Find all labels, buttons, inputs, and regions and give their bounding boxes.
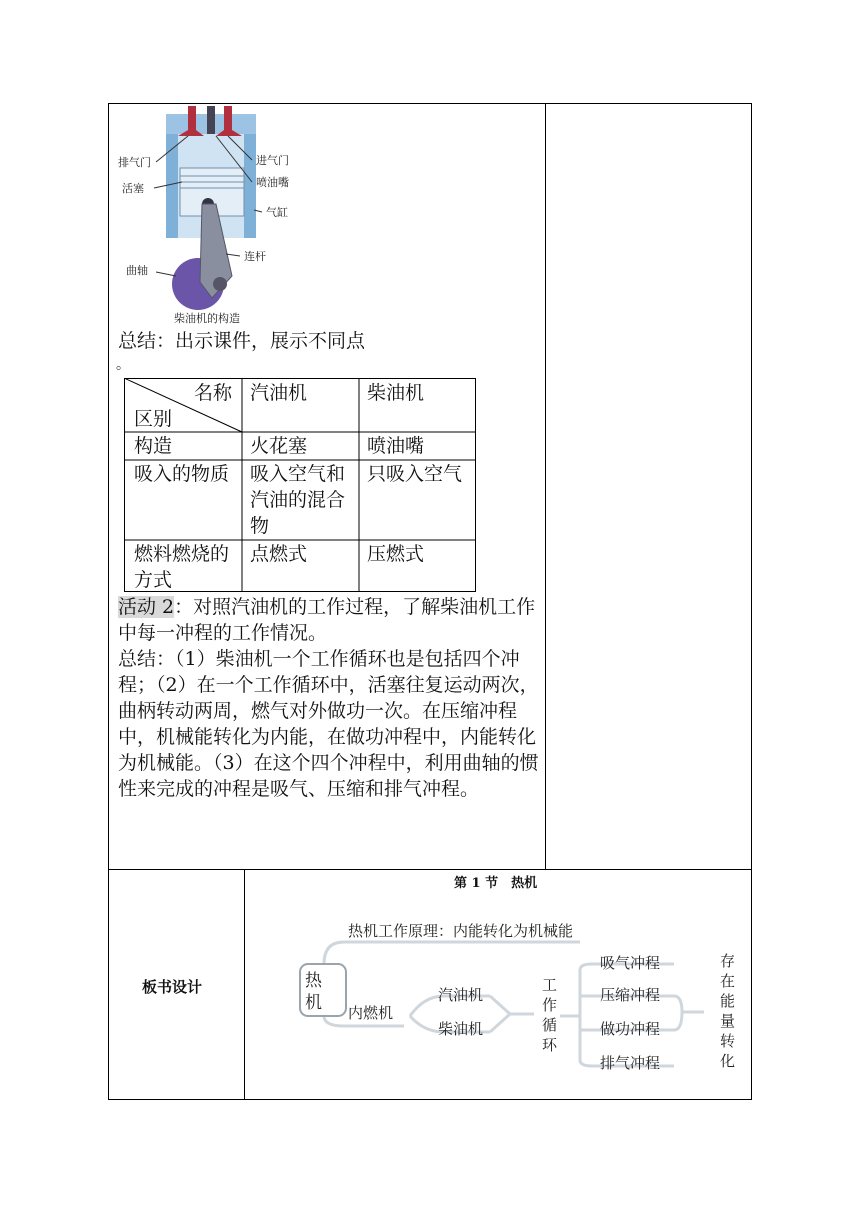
cell-combustion-diesel: 压燃式 xyxy=(367,543,425,565)
header-name: 名称 xyxy=(194,382,233,404)
row-label-combustion: 燃料燃烧的方式 xyxy=(134,543,230,591)
activity-2-paragraph xyxy=(118,594,544,646)
mindmap-stroke-intake: 吸气冲程 xyxy=(600,954,661,972)
row-divider xyxy=(108,869,752,870)
stray-period: 。 xyxy=(116,357,130,373)
svg-text:环: 环 xyxy=(542,1036,558,1054)
cell-intake-diesel: 只吸入空气 xyxy=(367,463,463,485)
comparison-table xyxy=(124,378,476,592)
bottom-column-divider xyxy=(244,869,245,1100)
cell-intake-gasoline: 吸入空气和汽油的混合物 xyxy=(250,463,346,537)
cell-structure-gasoline: 火花塞 xyxy=(250,435,308,457)
diesel-engine-diagram xyxy=(116,106,312,328)
board-design-label: 板书设计 xyxy=(142,978,203,996)
svg-text:转: 转 xyxy=(720,1032,736,1050)
mindmap-root-line2: 机 xyxy=(305,993,322,1013)
summary-paragraph: 总结：（1）柴油机一个工作循环也是包括四个冲程；（2）在一个工作循环中，活塞往复运动两次，曲柄转动两周，燃气对外做功一次。在压缩冲程中，机械能转化为内能，在做功冲程中，内能转化为机械能。（3）在这个四个冲程中，利用曲轴的惯性来完成的冲程是吸气、压缩和排气冲程。 xyxy=(118,648,539,800)
label-crankshaft: 曲轴 xyxy=(126,264,148,277)
svg-text:循: 循 xyxy=(542,1016,558,1034)
label-connecting-rod: 连杆 xyxy=(244,250,266,263)
mindmap-gasoline-engine: 汽油机 xyxy=(438,986,484,1004)
top-column-divider xyxy=(545,103,546,870)
cell-combustion-gasoline: 点燃式 xyxy=(250,543,308,565)
svg-text:化: 化 xyxy=(720,1052,736,1070)
summary-intro: 总结：出示课件，展示不同点 xyxy=(118,330,366,352)
label-injector: 喷油嘴 xyxy=(256,176,289,189)
mindmap-internal-combustion: 内燃机 xyxy=(348,1004,394,1022)
svg-text:在: 在 xyxy=(720,972,736,990)
svg-text:存: 存 xyxy=(720,952,736,970)
activity-2-text: ：对照汽油机的工作过程，了解柴油机工作中每一冲程的工作情况。 xyxy=(118,596,536,644)
svg-text:作: 作 xyxy=(542,996,558,1014)
diagram-caption: 柴油机的构造 xyxy=(174,312,240,325)
activity-2-tag: 活动 2 xyxy=(118,596,175,618)
row-label-structure: 构造 xyxy=(134,435,173,457)
column-diesel: 柴油机 xyxy=(367,382,425,404)
svg-text:工: 工 xyxy=(542,976,558,994)
mindmap-principle: 热机工作原理：内能转化为机械能 xyxy=(348,922,574,940)
label-cylinder: 气缸 xyxy=(266,206,288,219)
label-intake-valve: 进气门 xyxy=(256,154,289,167)
mindmap-root-line1: 热 xyxy=(305,971,322,991)
mindmap-stroke-power: 做功冲程 xyxy=(600,1020,661,1038)
mindmap-stroke-exhaust: 排气冲程 xyxy=(600,1054,661,1072)
row-label-intake: 吸入的物质 xyxy=(134,463,230,485)
svg-text:量: 量 xyxy=(720,1012,736,1030)
label-piston: 活塞 xyxy=(122,182,144,195)
mindmap-work-cycle xyxy=(542,976,558,1054)
mindmap-stroke-compression: 压缩冲程 xyxy=(600,986,661,1004)
column-gasoline: 汽油机 xyxy=(250,382,308,404)
board-section-title: 第 1 节 热机 xyxy=(454,876,538,891)
board-mind-map xyxy=(284,912,750,1092)
svg-text:能: 能 xyxy=(720,992,736,1010)
cell-structure-diesel: 喷油嘴 xyxy=(367,435,425,457)
header-difference: 区别 xyxy=(134,408,173,430)
mindmap-conclusion xyxy=(720,952,735,1070)
mindmap-diesel-engine: 柴油机 xyxy=(438,1020,484,1038)
label-exhaust-valve: 排气门 xyxy=(118,156,151,169)
